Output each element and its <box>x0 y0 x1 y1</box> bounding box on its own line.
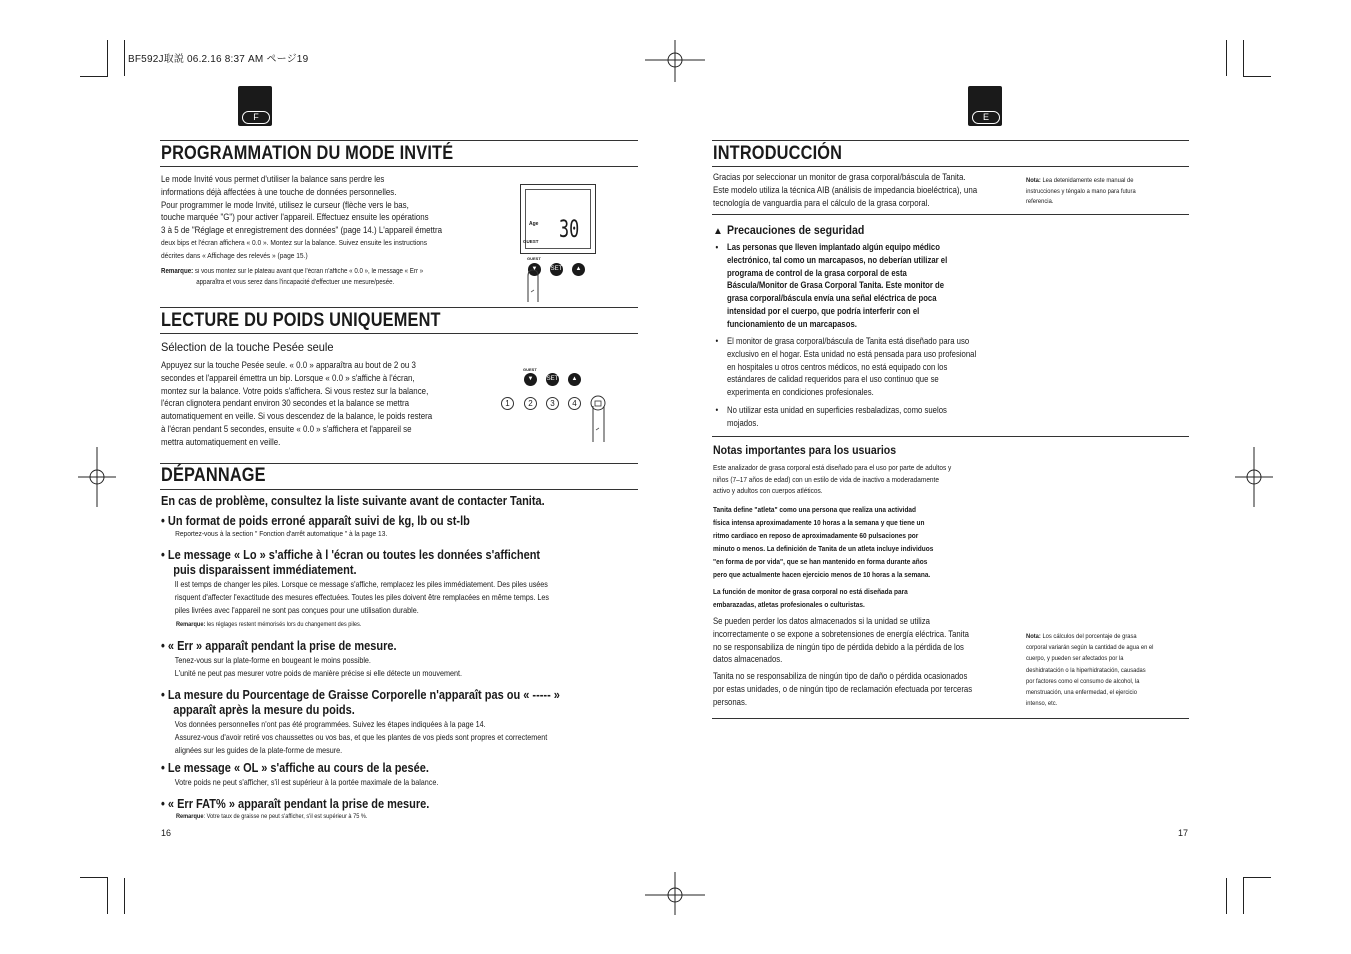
notes-paragraph-athlete: Tanita define "atleta" como una persona que realiza una actividad física intensa aproximadamente 10 horas a la semana y que tiene un ritmo cardiaco en reposo de aproximadamente 60 pulsaciones por minuto o menos. La definición de Tanita de un atleta incluye individuos "en forma de por vida", que se han mantenido en forma durante años pero que actualmente hacen ejercicio menos de 10 horas a la semana. <box>713 505 934 579</box>
notes-paragraph-liability: Tanita no se responsabiliza de ningún tipo de daño o pérdida ocasionados por estas unidades, o de ningún tipo de reclamación efectuada por terceras personas. <box>713 671 973 707</box>
guest-down-button-2: ▼ <box>524 373 537 386</box>
list-item: • « Err » apparaît pendant la prise de mesure. Tenez-vous sur la plate-forme en bougeant le moins possible. L'unité ne peut pas mesurer votre poids de manière précise si elle détecte un mouvement. <box>161 639 462 678</box>
language-tab-label: F <box>242 111 270 124</box>
note-read-manual: Nota: Lea detenidamente este manual de instrucciones y téngalo a mano para futura referencia. <box>1026 177 1136 205</box>
list-item: • La mesure du Pourcentage de Graisse Corporelle n'apparaît pas ou « ----- » apparaît après la mesure du poids. Vos données personnelles n'ont pas été programmées. Suivez les étapes indiquées à la page 14. Assurez-vous d'avoir retiré vos chaussettes ou vos bas, et que les plantes de vos pieds sont propres et correctement alignées sur les guides de la plate-forme de mesure. <box>161 688 560 755</box>
intro-paragraph: Gracias por seleccionar un monitor de grasa corporal/báscula de Tanita. Este modelo utiliza la técnica AIB (análisis de impedancia bioeléctrica), una tecnología de vanguardia para el cálculo de la grasa corporal. <box>713 172 978 208</box>
language-tab-label: E <box>972 111 1000 124</box>
section-title-weight-only: LECTURE DU POIDS UNIQUEMENT <box>161 310 441 331</box>
list-item: • Un format de poids erroné apparaît suivi de kg, lb ou st-lb Reportez-vous à la section " Fonction d'arrêt automatique " à la page 13. <box>161 514 470 538</box>
page-number-right: 17 <box>1178 828 1189 838</box>
lcd-display-illustration: Age GUEST 30 <box>520 184 596 254</box>
up-button-2: ▲ <box>568 373 581 386</box>
list-item: • Le message « Lo » s'affiche à l 'écran ou toutes les données s'affichent puis disparaissent immédiatement. Il est temps de changer les piles. Lorsque ce message s'affiche, remplacez les piles immédiatement. Des piles usées risquent d'affecter l'exactitude des mesures effectuées. Toutes les piles doivent être remplacées en même temps. Les piles livrées avec l'appareil ne sont pas conçues pour une utilisation durable. Remarque: les réglages restent mémorisés lors du changement des piles. <box>161 548 550 628</box>
memory-key-1: 1 <box>501 397 514 410</box>
set-button-2: SET <box>546 373 559 386</box>
weight-only-key-finger-icon <box>588 394 612 444</box>
notes-paragraph-data-loss: Se pueden perder los datos almacenados si la unidad se utiliza incorrectamente o se expone a sobretensiones de energía eléctrica. Tanita no se responsabiliza de ningún tipo de pérdida debido a la pérdida de los datos almacenados. <box>713 616 969 665</box>
language-tab-f <box>238 86 272 126</box>
set-button: SET <box>550 263 563 276</box>
print-header: BF592J取説 06.2.16 8:37 AM ページ19 <box>128 54 309 65</box>
warning-icon: ▲ <box>713 226 723 237</box>
note-body-fat-variation: Nota: Los cálculos del porcentaje de grasa corporal variarán según la cantidad de agua en el cuerpo, y pueden ser afectados por la deshidratación o la hiperhidratación, causadas por factores como el consumo de alcohol, la menstruación, una enfermedad, el ejercicio intenso, etc. <box>1026 633 1154 708</box>
section-title-troubleshooting: DÉPANNAGE <box>161 465 266 486</box>
safety-bullet-pacemaker: • Las personas que lleven implantado algún equipo médico electrónico, tal como un marcapasos, no deberían utilizar el programa de control de la grasa corporal de esta Báscula/Monitor de Grasa Corporal Tanita. Este monitor de grasa corporal/báscula envía una señal eléctrica de poca intensidad por el cuerpo, que podría interferir con el funcionamiento de un marcapasos. <box>727 241 1026 331</box>
guest-mode-remark: Remarque: si vous montez sur le plateau avant que l'écran n'affiche « 0.0 », le message « Err » apparaîtra et vous serez dans l'incapacité d'effectuer une mesure/pesée. <box>161 268 424 286</box>
memory-key-4: 4 <box>568 397 581 410</box>
up-button: ▲ <box>572 263 585 276</box>
guest-mode-paragraph: Le mode Invité vous permet d'utiliser la balance sans perdre les informations déjà affectées à une touche de données personnelles. Pour programmer le mode Invité, utilisez le curseur (flèche vers le bas, touche marquée "G") pour activer l'appareil. Effectuez ensuite les opérations 3 à 5 de "Réglage et enregistrement des données" (page 14.) L'appareil émettra deux bips et l'écran affichera « 0.0 ». Montez sur la balance. Suivez ensuite les instructions décrites dans « Affichage des relevés » (page 15.) <box>161 174 442 260</box>
weight-only-subtitle: Sélection de la touche Pesée seule <box>161 340 334 354</box>
page-number-left: 16 <box>161 828 172 838</box>
troubleshooting-intro: En cas de problème, consultez la liste suivante avant de contacter Tanita. <box>161 494 545 508</box>
list-item: • « Err FAT% » apparaît pendant la prise de mesure. Remarque: Votre taux de graisse ne peut s'afficher, s'il est supérieur à 75 %. <box>161 797 430 820</box>
memory-key-3: 3 <box>546 397 559 410</box>
safety-heading: ▲ Precauciones de seguridad <box>713 223 865 237</box>
notes-paragraph-not-designed: La función de monitor de grasa corporal no está diseñada para embarazadas, atletas profesionales o culturistas. <box>713 587 908 609</box>
guest-down-button: ▼ <box>528 263 541 276</box>
notes-heading: Notas importantes para los usuarios <box>713 443 897 457</box>
section-title-guest-mode: PROGRAMMATION DU MODE INVITÉ <box>161 143 454 164</box>
safety-bullet-slippery: • No utilizar esta unidad en superficies resbaladizas, como suelos mojados. <box>727 404 1026 430</box>
section-title-introduccion: INTRODUCCIÓN <box>713 143 843 164</box>
list-item: • Le message « OL » s'affiche au cours de la pesée. Votre poids ne peut s'afficher, s'il est supérieur à la portée maximale de la balance. <box>161 761 439 787</box>
finger-icon <box>524 268 548 304</box>
notes-paragraph-1: Este analizador de grasa corporal está diseñado para el uso por parte de adultos y niños (7–17 años de edad) con un estilo de vida de inactivo a moderadamente activo y adultos con cuerpos atléticos. <box>713 463 952 496</box>
language-tab-e <box>968 86 1002 126</box>
memory-key-2: 2 <box>524 397 537 410</box>
safety-bullet-home-use: • El monitor de grasa corporal/báscula de Tanita está diseñado para uso exclusivo en el hogar. Esta unidad no está pensada para uso profesional en hospitales u otros centros médicos, no está equipado con los estándares de calidad requeridos para el uso continuo que se experimenta en condiciones profesionales. <box>727 335 1026 399</box>
weight-only-paragraph: Appuyez sur la touche Pesée seule. « 0.0 » apparaîtra au bout de 2 ou 3 secondes et l'appareil émettra un bip. Lorsque « 0.0 » s'affiche à l'écran, montez sur la balance. Votre poids s'affichera. Si vous restez sur la balance, l'écran clignotera pendant environ 30 secondes et la balance se mettra automatiquement en veille. Si vous descendez de la balance, le poids restera à l'écran pendant 5 secondes, ensuite « 0.0 » s'affichera et l'appareil se mettra automatiquement en veille. <box>161 360 433 447</box>
